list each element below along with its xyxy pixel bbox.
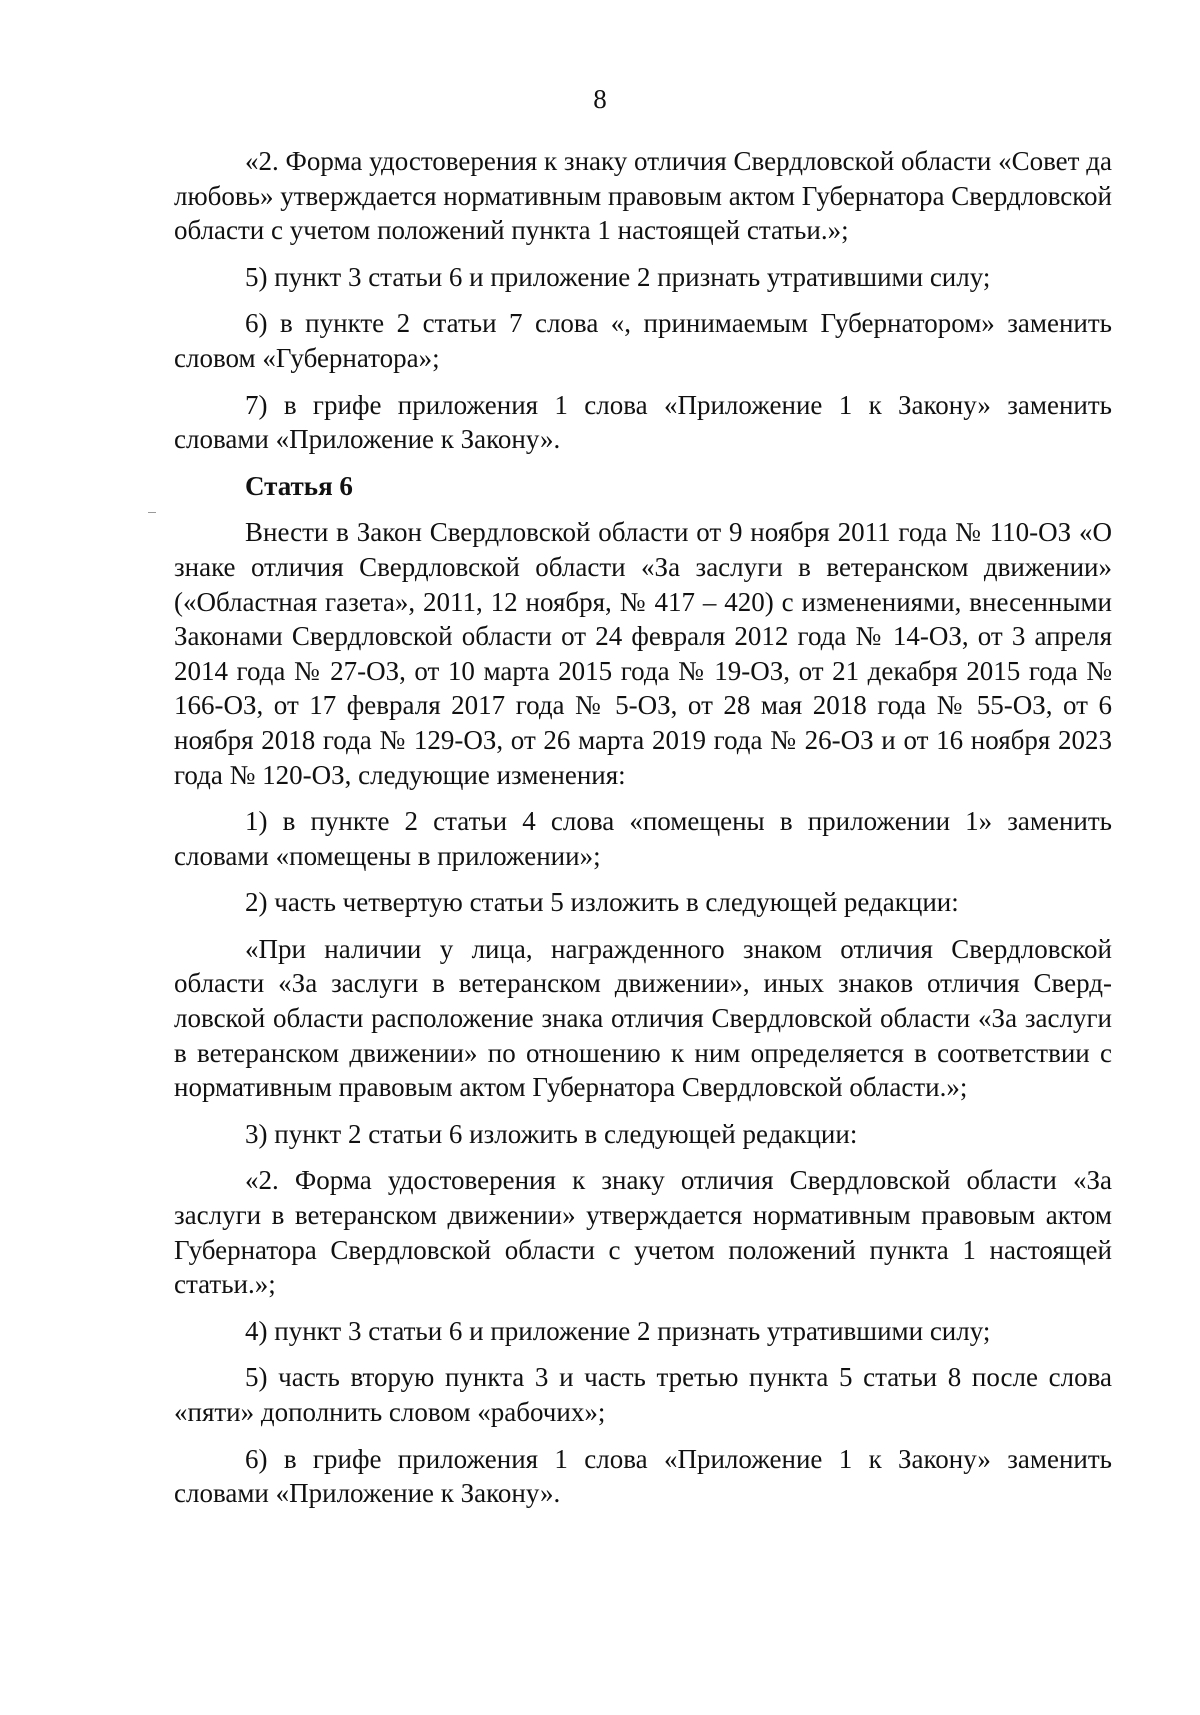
paragraph-article-intro: Внести в Закон Свердловской области от 9 ноября 2011 года № 110-ОЗ «О знаке отличия Свердловской области «За заслуги в ветеранском движении» («Областная газета», 2011, 12 ноября, № 417 – 420) с изменениями, внесенными Законами Свердловской области от 24 февраля 2012 года № 14-ОЗ, от 3 апреля 2014 года № 27-ОЗ, от 10 марта 2015 года № 19-ОЗ, от 21 декабря 2015 года № 166-ОЗ, от 17 февраля 2017 года № 5-ОЗ, от 28 мая 2018 года № 55-ОЗ, от 6 ноября 2018 года № 129-ОЗ, от 26 марта 2019 года № 26-ОЗ и от 16 ноября 2023 года № 120-ОЗ, следующие изменения: — [174, 517, 1112, 790]
paragraph-quoted-form: «2. Форма удостоверения к знаку отличия Свердловской области «За заслуги в ветеранском движении» утверждается нормативным правовым актом Губернатора Свердловской области с учетом положений пункта 1 настоящей статьи.»; — [174, 1165, 1112, 1300]
margin-mark — [148, 512, 156, 513]
article-heading: Статья 6 — [245, 470, 353, 501]
paragraph-item-5: 5) пункт 3 статьи 6 и приложение 2 признать утратившими силу; — [245, 261, 991, 292]
paragraph-change-1: 1) в пункте 2 статьи 4 слова «помещены в приложении 1» заменить словами «помещены в приложении»; — [174, 806, 1112, 871]
paragraph-change-4: 4) пункт 3 статьи 6 и приложение 2 признать утратившими силу; — [245, 1315, 991, 1346]
paragraph-quoted-text: «При наличии у лица, награжденного знаком отличия Свердловской области «За заслуги в ветеранском движении», иных знаков отличия Свердловской области расположение знака отличия Свердловской области «За заслуги в ветеранском движении» по отношению к ним определяется в соответствии с нормативным правовым актом Губернатора Свердловской области.»; — [174, 933, 1112, 1103]
page-number: 8 — [593, 84, 607, 114]
paragraph-amendment-form: «2. Форма удостоверения к знаку отличия Свердловской области «Совет да любовь» утверждается нормативным правовым актом Губернатора Свердловской области с учетом положений пункта 1 настоящей статьи.»; — [174, 146, 1112, 246]
document-body — [174, 144, 1112, 1523]
paragraph-change-5: 5) часть вторую пункта 3 и часть третью пункта 5 статьи 8 после слова «пяти» дополнить словом «рабочих»; — [174, 1362, 1112, 1427]
paragraph-change-3: 3) пункт 2 статьи 6 изложить в следующей редакции: — [245, 1118, 858, 1149]
paragraph-item-6: 6) в пункте 2 статьи 7 слова «, принимаемым Губернатором» заменить словом «Губернатора»; — [174, 308, 1112, 373]
paragraph-item-7: 7) в грифе приложения 1 слова «Приложение 1 к Закону» заменить словами «Приложение к Закону». — [174, 389, 1112, 455]
paragraph-change-6: 6) в грифе приложения 1 слова «Приложение 1 к Закону» заменить словами «Приложение к Закону». — [174, 1443, 1112, 1509]
paragraph-change-2: 2) часть четвертую статьи 5 изложить в следующей редакции: — [245, 887, 959, 918]
